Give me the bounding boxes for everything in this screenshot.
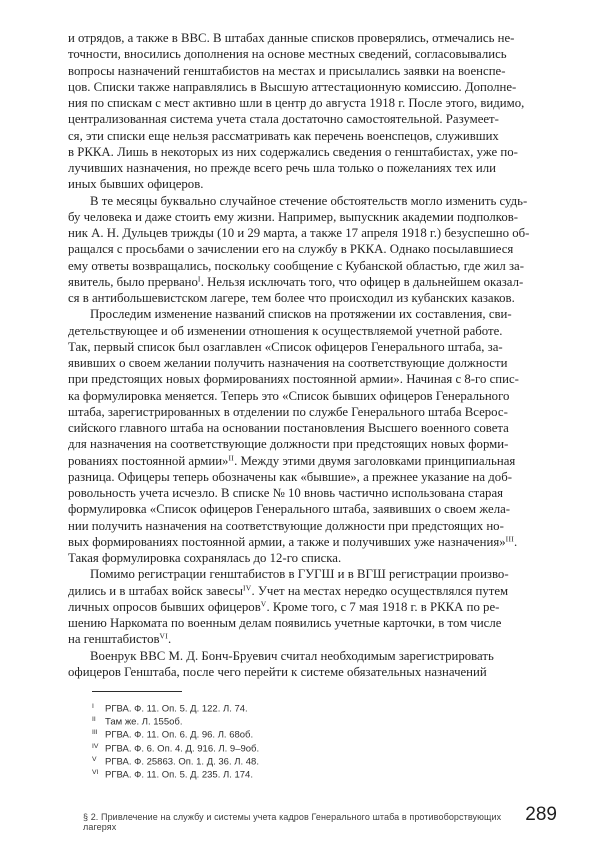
footnote-text: Там же. Л. 155об.: [105, 716, 183, 728]
footnote-ref: I: [197, 274, 201, 284]
footnote-row: [92, 726, 532, 739]
text-line: вых формированиях постоянной армии, а также и получивших уже назначения»$^{III}$.: [68, 534, 518, 549]
text-line: на генштабистов$^{VI}$.: [68, 631, 172, 647]
page-number: 289: [525, 804, 557, 825]
text-line: ка формулировка меняется. Теперь это «Список бывших офицеров Генерального: [68, 388, 510, 403]
text-line: Так, первый список был озаглавлен «Список офицеров Генерального штаба, за-: [68, 339, 503, 354]
text-line: бу человека и даже стоить ему жизни. Например, выпускник академии подполков-: [68, 209, 519, 224]
text-line: лучивших назначения, но прежде всего речь шла только о пожеланиях тех или: [68, 161, 497, 175]
footnote-ref: VI: [159, 631, 169, 641]
text-line: и отрядов, а также в ВВС. В штабах данные списков проверялись, отмечались не-: [68, 31, 515, 45]
text-line: централизованная система учета стала достаточно самостоятельной. Разумеет-: [68, 112, 499, 127]
footnote-ref: IV: [242, 583, 252, 592]
text-line: цов. Списки также направлялись в Высшую аттестационную комиссию. Дополне-: [68, 79, 517, 94]
text-line: ращался с просьбами о зачислении его на службу в РККА. Однако посылавшиеся: [68, 242, 514, 257]
text-line: рованиях постоянной армии»$^{II}$. Между этими двумя заголовками принципиальная: [68, 453, 516, 468]
page-footer: [83, 804, 557, 832]
text-line: в РККА. Лишь в некоторых из них содержались сведения о генштабистах, уже по-: [68, 144, 518, 159]
footnote-marker: II: [92, 716, 96, 724]
text-line: Проследим изменение названий списков на протяжении их составления, сви-: [90, 307, 512, 322]
footnote-text: РГВА. Ф. 25863. Оп. 1. Д. 36. Л. 48.: [105, 756, 259, 768]
text-line: офицеров Генштаба, после чего перейти к системе обязательных назначений: [68, 664, 487, 679]
footnote-marker: III: [92, 729, 98, 737]
footnote-marker: IV: [92, 742, 99, 750]
footnote-row: [92, 700, 532, 713]
text-line: нии получить назначения на соответствующие должности при предстоящих но-: [68, 518, 504, 533]
footnote-text: РГВА. Ф. 11. Оп. 6. Д. 96. Л. 68об.: [105, 729, 254, 741]
body-text: [68, 30, 534, 680]
text-line: ему ответы возвращались, поскольку сообщение с Кубанской областью, где жил за-: [68, 258, 524, 273]
footnote-marker: VI: [92, 768, 99, 776]
text-line: ся, эти списки еще нельзя рассматривать как перечень военспецов, служивших: [68, 128, 499, 143]
text-line: разница. Офицеры теперь обозначены как «бывшие», а прежнее указание на доб-: [68, 469, 512, 484]
text-line: личных опросов бывших офицеров$^V$. Кроме того, с 7 мая 1918 г. в РККА по ре-: [68, 599, 500, 614]
text-line: дились и в штабах войск завесы$^{IV}$. Учет на местах нередко осуществлялся путем: [68, 583, 509, 598]
text-line: вопросы назначений генштабистов на местах и присылались заявки на военспе-: [68, 63, 506, 78]
footnotes-section: [92, 691, 532, 779]
footnote-ref: III: [505, 534, 515, 544]
text-line: явитель, было прервано$^I$. Нельзя исключать того, что офицер в дальнейшем оказал-: [68, 274, 524, 289]
footnote-row: [92, 740, 532, 753]
footnote-marker: V: [92, 755, 97, 763]
footnote-separator: [92, 691, 182, 692]
text-line: сийского главного штаба на основании постановления Высшего военного совета: [68, 421, 509, 435]
footnote-ref: II: [228, 453, 235, 462]
text-line: формулировка «Список офицеров Генерального штаба, заявивших о своем жела-: [68, 502, 511, 517]
text-line: Такая формулировка сохранялась до 12-го списка.: [68, 551, 342, 565]
footnote-row: [92, 753, 532, 766]
footer-section-title: § 2. Привлечение на службу и системы учета кадров Генерального штаба в противоборствующих лагерях: [83, 812, 502, 832]
footnote-text: РГВА. Ф. 11. Оп. 5. Д. 122. Л. 74.: [105, 703, 248, 715]
text-line: ровольность учета исчезло. В списке № 10 вновь частично использована старая: [68, 486, 504, 500]
footnote-ref: V: [260, 599, 267, 609]
footnote-row: [92, 713, 532, 726]
text-line: при предстоящих новых формированиях постоянной армии». Начиная с 8-го спис-: [68, 372, 519, 387]
footnote-row: [92, 766, 532, 779]
text-line: точности, вносились дополнения на основе местных сведений, согласовывались: [68, 47, 507, 62]
text-line: Помимо регистрации генштабистов в ГУГШ и в ВГШ регистрации произво-: [90, 567, 509, 582]
text-line: для назначения на соответствующие должности при предстоящих новых форми-: [68, 437, 509, 452]
text-line: ник А. Н. Дульцев трижды (10 и 29 марта, а также 17 апреля 1918 г.) безуспешно об-: [68, 226, 530, 240]
text-line: В те месяцы буквально случайное стечение обстоятельств могло изменить судь-: [90, 193, 528, 208]
text-line: ся в антибольшевистском лагере, тем более что происходил из кубанских казаков.: [68, 291, 515, 305]
text-line: Военрук ВВС М. Д. Бонч-Бруевич считал необходимым зарегистрировать: [90, 648, 494, 663]
text-line: иных бывших офицеров.: [68, 177, 204, 192]
footnote-marker: I: [92, 703, 94, 710]
text-line: ния по спискам с мест активно шли в центр до августа 1918 г. После этого, видимо,: [68, 96, 525, 110]
text-line: явивших о своем желании получить назначения на соответствующие должности: [68, 356, 508, 370]
footnote-text: РГВА. Ф. 11. Оп. 5. Д. 235. Л. 174.: [105, 769, 253, 781]
footnote-list: [92, 700, 532, 779]
text-line: штаба, зарегистрированных в отделении по службе Генерального штаба Всерос-: [68, 404, 508, 419]
text-line: детельствующее и об изменении отношения к осуществляемой учетной работе.: [68, 323, 503, 338]
text-line: шению Наркомата по военным делам появились учетные карточки, в том числе: [68, 616, 502, 630]
footnote-text: РГВА. Ф. 6. Оп. 4. Д. 916. Л. 9–9об.: [105, 743, 260, 755]
